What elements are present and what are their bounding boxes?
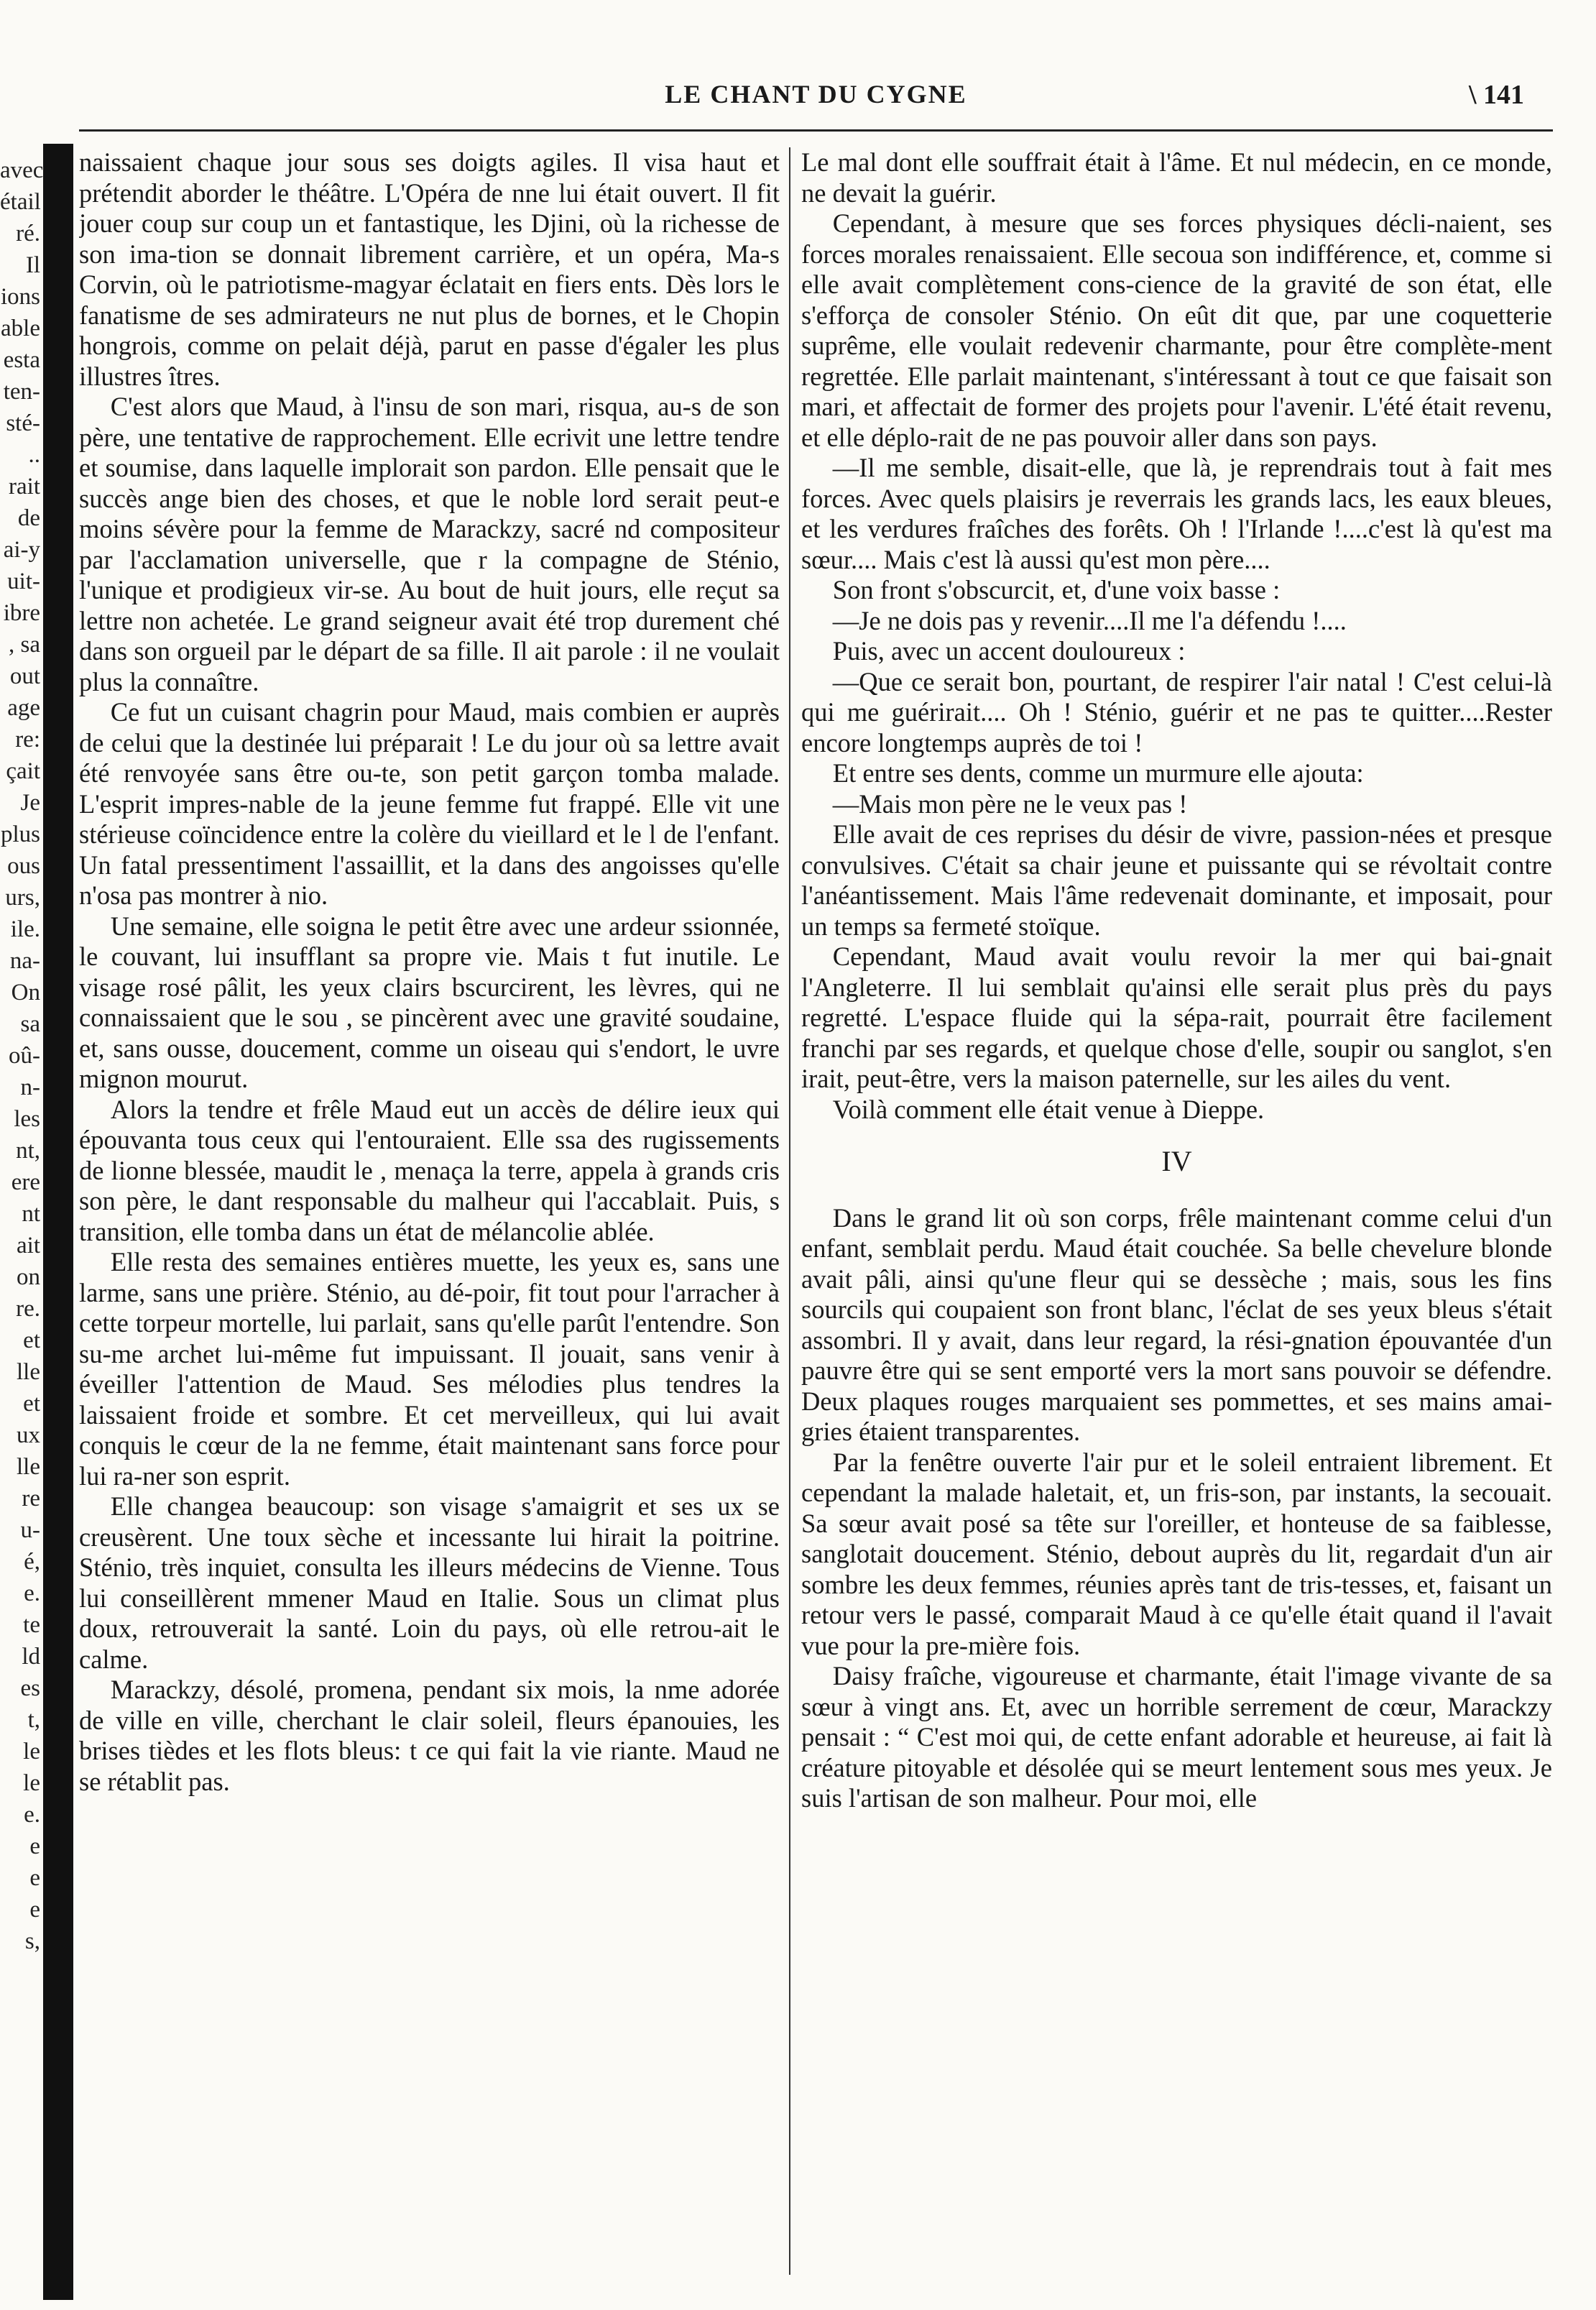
- previous-page-fragment: ux: [17, 1422, 40, 1448]
- previous-page-fragment: avec: [0, 157, 43, 183]
- previous-page-fragment: é,: [24, 1549, 40, 1575]
- paragraph: Une semaine, elle soigna le petit être avec une ardeur ssionnée, le couvant, lui insufflant sa propre vie. Mais t fut inutile. Le visage rosé pâlit, les yeux clairs bscurcirent, les lèvres, qui ne connaissaient que le sou , se pincèrent avec une gravité soudaine, et, sans ousse, doucement, comme un oiseau qui s'endort, le uvre mignon mourut.: [79, 911, 780, 1093]
- previous-page-fragment: On: [11, 980, 40, 1006]
- right-column: [801, 147, 1552, 2275]
- previous-page-fragment: re: [22, 1486, 40, 1511]
- previous-page-fragment: Je: [20, 790, 40, 816]
- previous-page-fragment: uit-: [7, 569, 40, 594]
- previous-page-fragment: sa: [20, 1011, 40, 1037]
- column-divider: [789, 147, 790, 2275]
- previous-page-fragment: esta: [3, 347, 40, 373]
- previous-page-fragment: n-: [20, 1075, 40, 1100]
- previous-page-fragment: ait: [17, 1233, 40, 1258]
- paragraph: —Je ne dois pas y revenir....Il me l'a défendu !....: [832, 605, 1347, 635]
- previous-page-fragment: e: [29, 1833, 40, 1859]
- paragraph: Elle avait de ces reprises du désir de vivre, passion-nées et presque convulsives. C'était sa chair jeune et puissante qui se révoltait contre l'anéantissement. Mais l'âme redevenait dominante, et imposait, pour un temps sa fermeté stoïque.: [801, 819, 1552, 941]
- paragraph: Elle changea beaucoup: son visage s'amaigrit et ses ux se creusèrent. Une toux sèche et incessante lui hirait la poitrine. Sténio, très inquiet, consulta les illeurs médecins de Vienne. Tous lui conseillèrent mmener Maud en Italie. Sous un climat plus doux, retrouverait la santé. Loin du pays, où elle retrou-ait le calme.: [79, 1491, 780, 1674]
- paragraph: Cependant, à mesure que ses forces physiques décli-naient, ses forces morales renaissaient. Elle secoua son indifférence, et, comme si elle avait complètement cons-cience de la gravité de son état, elle s'efforça de consoler Sténio. On eût dit que, par une coquetterie suprême, elle voulait redevenir charmante, pour être complète-ment regrettée. Elle parlait maintenant, s'intéressant à tout ce que faisait son mari, et affectait de former des projets pour l'avenir. L'été était revenu, et elle déplo-rait de ne pas pouvoir aller dans son pays.: [801, 208, 1552, 452]
- previous-page-fragment: , sa: [9, 632, 40, 658]
- book-binding-shadow: [43, 144, 73, 2300]
- previous-page-fragment: e: [29, 1897, 40, 1923]
- left-column: [79, 147, 780, 2275]
- header-rule: [79, 129, 1553, 132]
- section-heading: IV: [1161, 1145, 1192, 1177]
- paragraph: Alors la tendre et frêle Maud eut un accès de délire ieux qui épouvanta tous ceux qui l'entouraient. Elle ssa des rugissements de lionne blessée, maudit le , menaça la terre, appela à grands cris son père, le dant responsable du malheur qui l'accablait. Puis, s transition, elle tomba dans un état de mélancolie ablée.: [79, 1094, 780, 1246]
- paragraph: Marackzy, désolé, promena, pendant six mois, la nme adorée de ville en ville, cherchant le clair soleil, fleurs épanouies, les brises tièdes et les flots bleus: t ce qui fait la vie riante. Maud ne se rétablit pas.: [79, 1675, 780, 1796]
- paragraph: Puis, avec un accent douloureux :: [832, 636, 1186, 666]
- previous-page-fragment: lle: [17, 1359, 40, 1385]
- previous-page-fragment: ..: [28, 442, 40, 468]
- previous-page-fragment: te: [23, 1612, 40, 1638]
- previous-page-fragment: rait: [9, 474, 40, 500]
- previous-page-fragment: ions: [0, 284, 40, 310]
- previous-page-fragment: çait: [6, 758, 40, 784]
- paragraph: Par la fenêtre ouverte l'air pur et le soleil entraient librement. Et cependant la malade haletait, et, un fris-son, par instants, la secouait. Sa sœur avait posé sa tête sur l'oreiller, et honteuse de sa faiblesse, sanglotait doucement. Sténio, debout auprès du lit, regardait d'un air sombre les deux femmes, réunies après tant de tris-tesses, et, faisant un retour vers le passé, comparait Maud à ce qu'elle était quand il l'avait vue pour la pre-mière fois.: [801, 1447, 1552, 1660]
- previous-page-fragment: nt: [22, 1201, 40, 1227]
- previous-page-fragment: plus: [0, 822, 40, 847]
- previous-page-fragment: ten-: [3, 379, 40, 405]
- previous-page-fragment: age: [7, 695, 40, 721]
- previous-page-fragment: u-: [20, 1517, 40, 1543]
- paragraph: Voilà comment elle était venue à Dieppe.: [832, 1094, 1265, 1124]
- previous-page-fragment: ile.: [10, 916, 40, 942]
- previous-page-fragment: ré.: [16, 221, 40, 247]
- previous-page-fragment: ld: [22, 1644, 40, 1670]
- previous-page-fragment: le: [23, 1739, 40, 1764]
- paragraph: —Il me semble, disait-elle, que là, je reprendrais tout à fait mes forces. Avec quels plaisirs je reverrais les grands lacs, les eaux bleues, et les verdures fraîches des forêts. Oh ! l'Irlande !....c'est là qu'est ma sœur.... Mais c'est là aussi qu'est mon père....: [801, 453, 1552, 574]
- paragraph: Ce fut un cuisant chagrin pour Maud, mais combien er auprès de celui que la destinée lui préparait ! Le du jour où sa lettre avait été renvoyée sans être ou-te, son petit garçon tomba malade. L'esprit impres-nable de la jeune femme fut frappé. Elle vit une stérieuse coïncidence entre la colère du vieillard et le l de l'enfant. Un fatal pressentiment l'assaillit, et la dans des angoisses qu'elle n'osa pas montrer à nio.: [79, 697, 780, 910]
- previous-page-fragment: et: [23, 1327, 40, 1353]
- previous-page-fragment: ous: [7, 853, 40, 879]
- previous-page-fragment: e.: [24, 1802, 40, 1828]
- previous-page-fragment: t,: [27, 1707, 40, 1733]
- previous-page-fragment: es: [20, 1675, 40, 1701]
- previous-page-fragment: ibre: [3, 600, 40, 626]
- previous-page-fragment: lle: [17, 1454, 40, 1480]
- previous-page-fragment: les: [14, 1106, 40, 1132]
- previous-page-fragment: oû-: [9, 1043, 40, 1069]
- previous-page-fragment: na-: [9, 948, 40, 974]
- previous-page-fragment: e.: [24, 1580, 40, 1606]
- paragraph: Son front s'obscurcit, et, d'une voix basse :: [832, 575, 1281, 604]
- paragraph: Elle resta des semaines entières muette, les yeux es, sans une larme, sans une prière. Sténio, au dé-poir, fit tout pour l'arracher à cette torpeur mortelle, lui parlait, sans qu'elle parût l'entendre. Son su-me archet lui-même fut impuissant. Il jouait, sans venir à éveiller l'attention de Maud. Ses mélodies plus tendres la laissaient froide et sombre. Et cet merveilleux, qui lui avait conquis le cœur de la ne femme, était maintenant sans force pour lui ra-ner son esprit.: [79, 1247, 780, 1491]
- paragraph: Dans le grand lit où son corps, frêle maintenant comme celui d'un enfant, semblait perdu. Maud était couchée. Sa belle chevelure blonde avait pâli, ainsi qu'une fleur qui se dessèche ; mais, sous les fins sourcils qui coupaient son front blanc, l'éclat de ses yeux bleus s'était assombri. Il y avait, dans leur regard, la rési-gnation épouvantée d'un pauvre être qui se sent emporté vers la mort sans pouvoir se défendre. Deux plaques rouges marquaient ses pommettes, et ses mains amai-gries étaient transparentes.: [801, 1202, 1552, 1446]
- paragraph: C'est alors que Maud, à l'insu de son mari, risqua, au-s de son père, une tentative de rapprochement. Elle ecrivit une lettre tendre et soumise, dans laquelle implorait son pardon. Elle pensait que le succès ange bien des choses, et que le noble lord serait peut-e moins sévère pour la femme de Marackzy, sacré nd compositeur par l'acclamation universelle, que r la compagne de Sténio, l'unique et prodigieux vir-se. Au bout de huit jours, elle reçut sa lettre non achetée. Le grand seigneur avait été trop durement ché dans son orgueil par le départ de sa fille. Il ait parole : il ne voulait plus la connaître.: [79, 392, 780, 696]
- paragraph: Daisy fraîche, vigoureuse et charmante, était l'image vivante de sa sœur à vingt ans. Et, avec un horrible serrement de cœur, Marackzy pensait : “ C'est moi qui, de cette enfant adorable et heureuse, ai fait là créature pitoyable et désolée qui se meurt lentement sous mes yeux. Je suis l'artisan de son malheur. Pour moi, elle: [801, 1661, 1552, 1813]
- previous-page-fragment: ai-y: [3, 537, 40, 563]
- previous-page-fragment: able: [1, 316, 40, 341]
- paragraph: naissaient chaque jour sous ses doigts agiles. Il visa haut et prétendit aborder le théâtre. L'Opéra de nne lui était ouvert. Il fit jouer coup sur coup un et fantastique, les Djini, où la richesse de son ima-tion se donnait librement carrière, et un opéra, Ma-s Corvin, où le patriotisme-magyar éclatait en fiers ents. Dès lors le fanatisme de ses admirateurs ne nut plus de bornes, et le Chopin hongrois, comme on pelait déjà, parut en passe d'égaler les plus illustres îtres.: [79, 147, 780, 391]
- previous-page-fragment: on: [17, 1264, 40, 1290]
- previous-page-fragment: le: [23, 1770, 40, 1796]
- previous-page-fragment: et: [23, 1391, 40, 1417]
- paragraph: Cependant, Maud avait voulu revoir la mer qui bai-gnait l'Angleterre. Il lui semblait qu'ainsi elle serait plus près du pays regretté. L'espace fluide qui la sépa-rait, pourrait être facilement franchi par ses regards, et quelque chose d'elle, soupir ou sanglot, s'en irait, peut-être, vers la maison paternelle, sur les ailes du vent.: [801, 942, 1552, 1093]
- page-header: [79, 79, 1553, 122]
- previous-page-fragment: étail: [0, 189, 41, 215]
- previous-page-strip: [0, 155, 43, 2304]
- running-title: LE CHANT DU CYGNE: [665, 80, 967, 109]
- previous-page-fragment: ere: [11, 1169, 40, 1195]
- previous-page-fragment: re.: [16, 1296, 40, 1322]
- previous-page-fragment: Il: [25, 252, 40, 278]
- previous-page-fragment: urs,: [5, 885, 40, 911]
- previous-page-fragment: nt,: [16, 1138, 40, 1164]
- paragraph: Et entre ses dents, comme un murmure elle ajouta:: [832, 758, 1364, 788]
- previous-page-fragment: de: [17, 505, 40, 531]
- paragraph: —Mais mon père ne le veux pas !: [832, 788, 1188, 819]
- previous-page-fragment: re:: [15, 727, 40, 753]
- previous-page-fragment: out: [9, 663, 40, 689]
- previous-page-fragment: e: [29, 1865, 40, 1891]
- paragraph: —Que ce serait bon, pourtant, de respirer l'air natal ! C'est celui-là qui me guérirait.... Oh ! Sténio, guérir et ne pas te quitter....Rester encore longtemps auprès de toi !: [801, 666, 1552, 758]
- paragraph: Le mal dont elle souffrait était à l'âme. Et nul médecin, en ce monde, ne devait la guérir.: [801, 147, 1552, 208]
- previous-page-fragment: sté-: [6, 410, 40, 436]
- previous-page-fragment: s,: [24, 1928, 40, 1954]
- page-number: \ 141: [1468, 80, 1524, 110]
